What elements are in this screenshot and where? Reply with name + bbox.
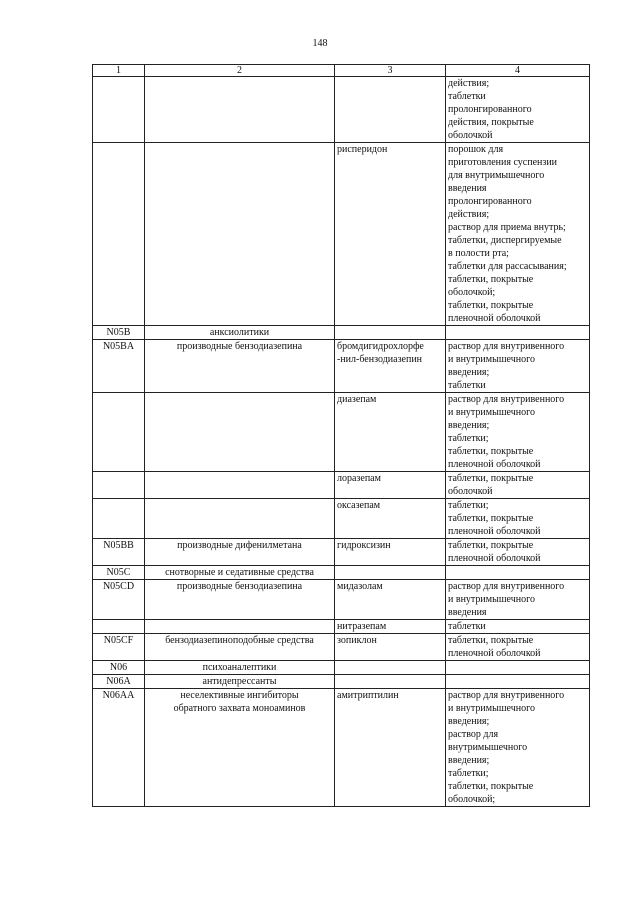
drug-name-cell: гидроксизин [335,539,446,566]
dosage-form-cell [446,661,590,675]
drug-name-cell [335,661,446,675]
dosage-form-cell [446,675,590,689]
dosage-form-cell: таблетки, покрытые оболочкой [446,472,590,499]
drug-name-cell: диазепам [335,393,446,472]
table-row [93,634,590,661]
group-name-cell [145,472,335,499]
group-name-cell [145,499,335,539]
group-name-cell [145,143,335,326]
dosage-form-cell: таблетки, покрытые пленочной оболочкой [446,634,590,661]
group-name-cell: анксиолитики [145,326,335,340]
atc-code-cell [93,77,145,143]
atc-code-cell: N06A [93,675,145,689]
atc-code-cell: N06 [93,661,145,675]
dosage-form-cell: таблетки; таблетки, покрытые пленочной оболочкой [446,499,590,539]
drug-name-cell: амитриптилин [335,689,446,807]
drug-name-cell [335,326,446,340]
group-name-cell: производные бензодиазепина [145,580,335,620]
atc-code-cell: N05CF [93,634,145,661]
drug-name-cell [335,77,446,143]
table-row [93,566,590,580]
atc-code-cell: N06AA [93,689,145,807]
drug-name-cell: рисперидон [335,143,446,326]
dosage-form-cell: действия; таблетки пролонгированного действия, покрытые оболочкой [446,77,590,143]
column-header-2: 2 [145,65,335,77]
table-row [93,539,590,566]
group-name-cell [145,620,335,634]
group-name-cell: бензодиазепиноподобные средства [145,634,335,661]
column-header-1: 1 [93,65,145,77]
page-number: 148 [312,38,328,49]
header-row [93,65,590,77]
atc-code-cell: N05B [93,326,145,340]
atc-code-cell: N05BB [93,539,145,566]
table-row [93,340,590,393]
atc-code-cell [93,393,145,472]
medication-table [92,64,590,807]
drug-name-cell: нитразепам [335,620,446,634]
group-name-cell: неселективные ингибиторы обратного захвата моноаминов [145,689,335,807]
table-row [93,499,590,539]
drug-name-cell: бромдигидрохлорфе -нил-бензодиазепин [335,340,446,393]
drug-name-cell [335,566,446,580]
group-name-cell: снотворные и седативные средства [145,566,335,580]
drug-name-cell: лоразепам [335,472,446,499]
table-row [93,77,590,143]
drug-name-cell: зопиклон [335,634,446,661]
dosage-form-cell: таблетки [446,620,590,634]
column-header-4: 4 [446,65,590,77]
table-row [93,620,590,634]
group-name-cell: производные дифенилметана [145,539,335,566]
table-row [93,580,590,620]
atc-code-cell [93,499,145,539]
dosage-form-cell [446,326,590,340]
atc-code-cell: N05CD [93,580,145,620]
group-name-cell [145,77,335,143]
group-name-cell: антидепрессанты [145,675,335,689]
table-row [93,143,590,326]
table-row [93,326,590,340]
drug-name-cell [335,675,446,689]
table-row [93,661,590,675]
dosage-form-cell: таблетки, покрытые пленочной оболочкой [446,539,590,566]
dosage-form-cell: раствор для внутривенного и внутримышечного введения; таблетки; таблетки, покрытые пленочной оболочкой [446,393,590,472]
drug-name-cell: оксазепам [335,499,446,539]
atc-code-cell [93,620,145,634]
dosage-form-cell [446,566,590,580]
atc-code-cell [93,472,145,499]
group-name-cell [145,393,335,472]
dosage-form-cell: порошок для приготовления суспензии для внутримышечного введения пролонгированного действия; раствор для приема внутрь; таблетки, диспергируемые в полости рта; таблетки для рассасывания; таблетки, покрытые оболочкой; таблетки, покрытые пленочной оболочкой [446,143,590,326]
group-name-cell: психоаналептики [145,661,335,675]
atc-code-cell: N05C [93,566,145,580]
group-name-cell: производные бензодиазепина [145,340,335,393]
dosage-form-cell: раствор для внутривенного и внутримышечного введения; таблетки [446,340,590,393]
drug-name-cell: мидазолам [335,580,446,620]
table-row [93,675,590,689]
atc-code-cell [93,143,145,326]
column-header-3: 3 [335,65,446,77]
table-row [93,472,590,499]
atc-code-cell: N05BA [93,340,145,393]
dosage-form-cell: раствор для внутривенного и внутримышечного введения [446,580,590,620]
table-row [93,393,590,472]
dosage-form-cell: раствор для внутривенного и внутримышечного введения; раствор для внутримышечного введения; таблетки; таблетки, покрытые оболочкой; [446,689,590,807]
table-row [93,689,590,807]
